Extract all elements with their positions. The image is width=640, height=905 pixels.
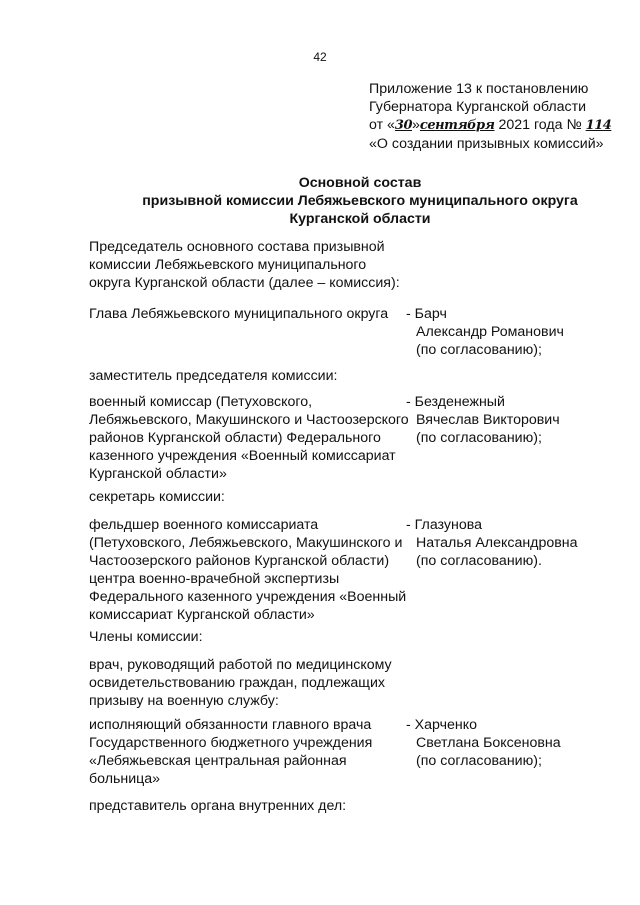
- handwritten-number: 114: [585, 118, 612, 133]
- text-line: фельдшер военного комиссариата: [89, 517, 319, 533]
- chair-intro: [89, 238, 409, 292]
- deputy-name: [406, 393, 636, 447]
- secretary-name: [406, 516, 636, 570]
- doctor-name: [406, 716, 636, 770]
- text-line: казенного учреждения «Военный комиссариат: [89, 448, 396, 464]
- title-line: Основной состав: [298, 175, 422, 191]
- secretary-heading: секретарь комиссии:: [89, 489, 225, 505]
- text-line: - Харченко: [406, 717, 477, 733]
- appendix-date-line: [369, 116, 629, 135]
- text-line: округа Курганской области (далее – комиссия):: [89, 275, 400, 291]
- chair-role: [89, 305, 409, 323]
- doctor-heading: [89, 656, 409, 710]
- text-line: Государственного бюджетного учреждения: [89, 735, 373, 751]
- text-line: Председатель основного состава призывной: [89, 239, 385, 255]
- members-heading: Члены комиссии:: [89, 629, 203, 645]
- text-line: - Безденежный: [406, 394, 505, 410]
- text-line: исполняющий обязанности главного врача: [89, 717, 372, 733]
- text-line: - Барч: [406, 306, 447, 322]
- text-line: (Петуховского, Лебяжьевского, Макушинского и: [89, 535, 403, 551]
- handwritten-month: сентября: [419, 118, 495, 133]
- date-prefix: от «: [369, 117, 395, 133]
- chair-name: [406, 305, 636, 359]
- text-line: Глава Лебяжьевского муниципального округа: [89, 306, 389, 322]
- text-line: Частоозерского районов Курганской области): [89, 553, 390, 569]
- text-line: врач, руководящий работой по медицинскому: [89, 657, 392, 673]
- date-year: 2021 года №: [494, 117, 586, 133]
- text-line: районов Курганской области) Федерального: [89, 430, 381, 446]
- text-line: (по согласованию);: [416, 430, 542, 446]
- text-line: комиссии Лебяжьевского муниципального: [89, 257, 367, 273]
- text-line: Вячеслав Викторович: [416, 412, 560, 428]
- appendix-header: [369, 80, 629, 153]
- text-line: (по согласованию);: [416, 753, 542, 769]
- handwritten-day: 30: [394, 118, 413, 133]
- text-line: Курганской области»: [89, 466, 227, 482]
- text-line: «Лебяжьевская центральная районная: [89, 753, 347, 769]
- text-line: Наталья Александровна: [416, 535, 578, 551]
- text-line: (по согласованию);: [416, 342, 542, 358]
- text-line: освидетельствованию граждан, подлежащих: [89, 675, 385, 691]
- text-line: - Глазунова: [406, 517, 482, 533]
- text-line: Светлана Боксеновна: [416, 735, 561, 751]
- text-line: Александр Романович: [416, 324, 564, 340]
- document-title: [140, 174, 580, 228]
- police-heading: представитель органа внутренних дел:: [89, 798, 347, 814]
- title-line: призывной комиссии Лебяжьевского муниципального округа: [142, 193, 578, 209]
- secretary-role: [89, 516, 409, 624]
- appendix-line: Приложение 13 к постановлению: [369, 81, 589, 97]
- deputy-role: [89, 393, 409, 483]
- deputy-heading: заместитель председателя комиссии:: [89, 368, 338, 384]
- appendix-line: Губернатора Курганской области: [369, 99, 587, 115]
- text-line: призыву на военную службу:: [89, 693, 279, 709]
- text-line: Лебяжьевского, Макушинского и Частоозерского: [89, 412, 409, 428]
- text-line: Федерального казенного учреждения «Военный: [89, 589, 407, 605]
- page-number: 42: [313, 50, 327, 64]
- appendix-line: «О создании призывных комиссий»: [369, 136, 604, 152]
- text-line: военный комиссар (Петуховского,: [89, 394, 313, 410]
- text-line: комиссариат Курганской области»: [89, 607, 315, 623]
- text-line: (по согласованию).: [416, 553, 542, 569]
- date-mid: »: [412, 117, 420, 133]
- text-line: больница»: [89, 771, 161, 787]
- text-line: центра военно-врачебной экспертизы: [89, 571, 340, 587]
- title-line: Курганской области: [289, 211, 431, 227]
- doctor-role: [89, 716, 409, 788]
